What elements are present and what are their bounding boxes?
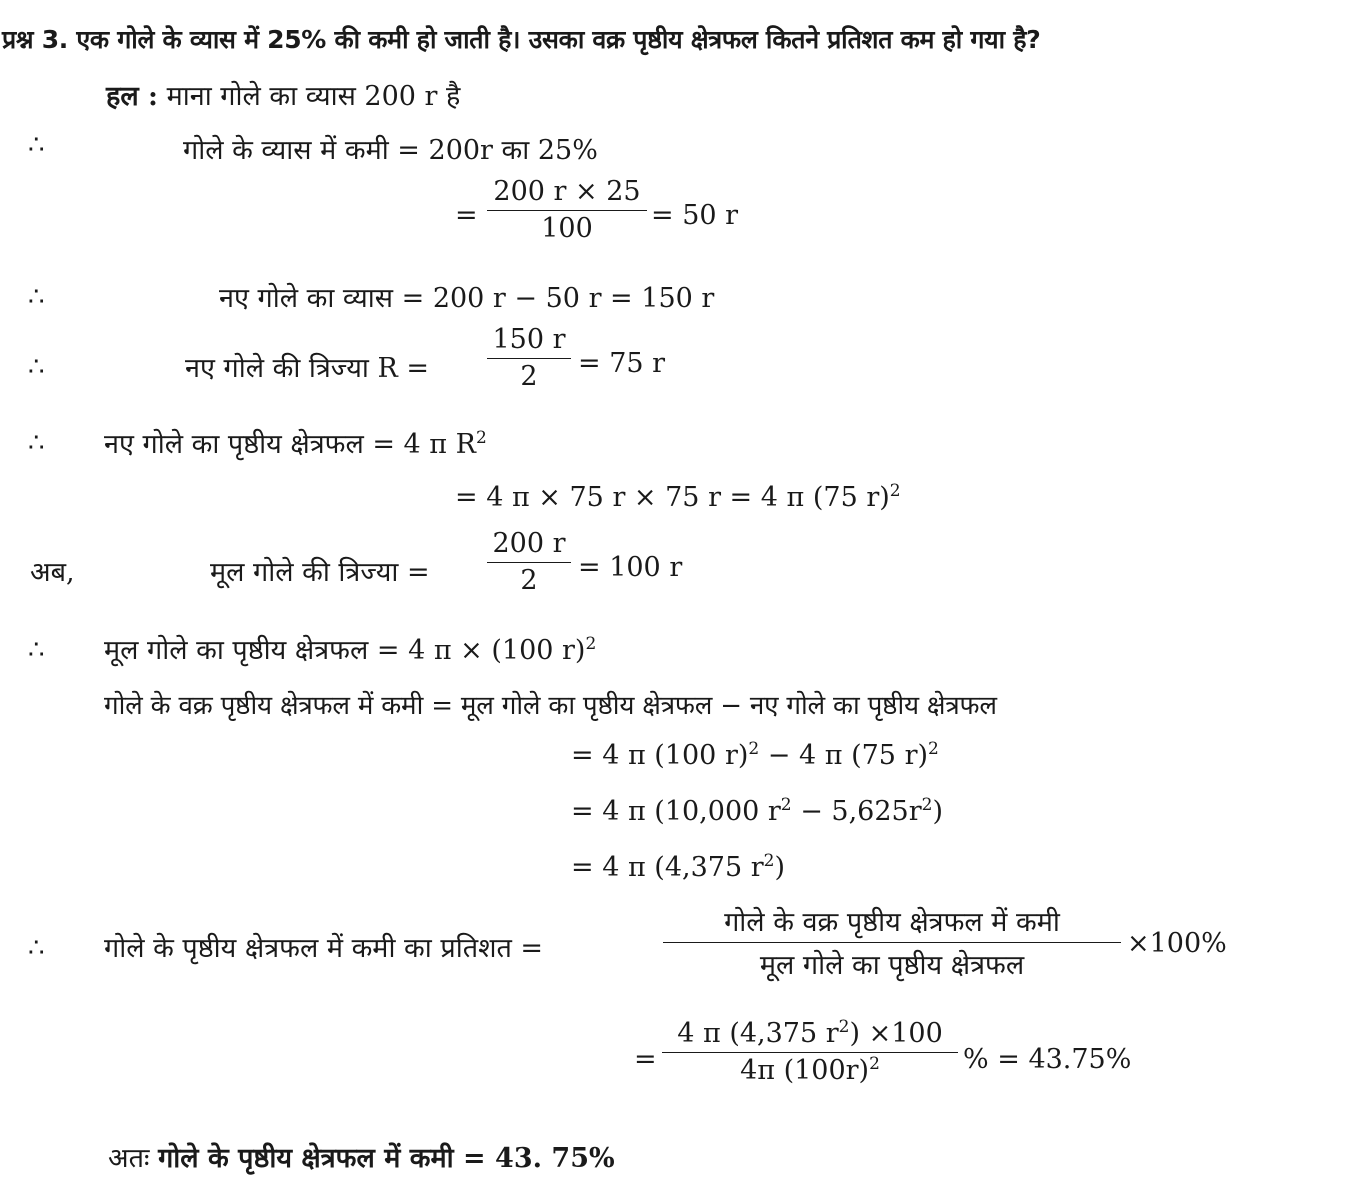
fraction-numerator: 200 r — [492, 528, 566, 559]
fraction-numerator: गोले के वक्र पृष्ठीय क्षेत्रफल में कमी — [724, 907, 1060, 938]
original-radius-label: मूल गोले की त्रिज्या = — [210, 557, 430, 588]
fraction-denominator: 100 — [541, 213, 593, 244]
fraction-original-radius — [487, 528, 571, 596]
fraction-new-radius — [487, 324, 571, 392]
fraction-bar — [662, 1052, 958, 1053]
therefore-symbol: ∴ — [28, 635, 45, 665]
curved-area-decrease-line: गोले के वक्र पृष्ठीय क्षेत्रफल में कमी = मूल गोले का पृष्ठीय क्षेत्रफल − नए गोले का पृष्ठीय क्षेत्रफल — [104, 691, 997, 721]
fraction-bar — [487, 562, 571, 563]
new-surface-area-line: नए गोले का पृष्ठीय क्षेत्रफल = 4 π $R^2$ — [104, 428, 487, 460]
ata-word: अतः — [108, 1143, 150, 1174]
original-surface-area-line: मूल गोले का पृष्ठीय क्षेत्रफल = 4 π × (100 r)$^2$ — [104, 634, 597, 666]
solution-label: हल : — [106, 81, 159, 112]
new-radius-label: नए गोले की त्रिज्या R = — [185, 353, 430, 384]
fraction-denominator: 2 — [520, 361, 538, 392]
question-text: प्रश्न 3. एक गोले के व्यास में 25% की कमी हो जाती है। उसका वक्र पृष्ठीय क्षेत्रफल कितने प्रतिशत कम हो गया है? — [2, 25, 1041, 54]
solution-line-1 — [106, 76, 460, 113]
conclusion-line — [108, 1138, 615, 1175]
therefore-symbol: ∴ — [28, 130, 45, 160]
area-difference-step-1: = 4 π (100 r)$^2$ − 4 π (75 r)$^2$ — [571, 739, 939, 771]
fraction-numerator: 4 π (4,375 $r^2) \times 100$ — [677, 1017, 943, 1049]
conclusion-text: गोले के पृष्ठीय क्षेत्रफल में कमी = 43. 75% — [158, 1143, 615, 1174]
fraction-percent-computation — [662, 1018, 958, 1086]
equals-sign: = — [634, 1044, 657, 1075]
diameter-decrease-line: गोले के व्यास में कमी = 200r का 25% — [183, 135, 598, 166]
fraction-diameter-decrease — [487, 176, 647, 244]
new-surface-area-expanded: = 4 π × 75 r × 75 r = 4 π (75 r)$^2$ — [455, 481, 901, 513]
equals-sign: = — [455, 200, 478, 231]
fraction-denominator: 4π $(100r)^2$ — [740, 1054, 880, 1086]
fraction-bar — [487, 358, 571, 359]
new-radius-result: = 75 r — [578, 348, 666, 379]
percent-decrease-label: गोले के पृष्ठीय क्षेत्रफल में कमी का प्रतिशत = — [104, 933, 544, 964]
fraction-numerator: 150 r — [492, 324, 566, 355]
ab-word: अब, — [30, 557, 75, 588]
area-difference-step-2: = 4 π (10,000 $r^2 - 5,625r^2$) — [571, 795, 943, 827]
therefore-symbol: ∴ — [28, 352, 45, 382]
fraction-denominator: मूल गोले का पृष्ठीय क्षेत्रफल — [759, 950, 1025, 981]
new-diameter-line: नए गोले का व्यास = 200 r − 50 r = 150 r — [219, 283, 715, 314]
percent-result: % = 43.75% — [963, 1044, 1132, 1075]
assumption-text: माना गोले का व्यास 200 r है — [166, 81, 461, 112]
area-difference-step-3: = 4 π (4,375 $r^2$) — [571, 851, 785, 883]
fraction-denominator: 2 — [520, 565, 538, 596]
therefore-symbol: ∴ — [28, 428, 45, 458]
original-radius-result: = 100 r — [578, 552, 683, 583]
fraction-bar — [663, 942, 1121, 943]
therefore-symbol: ∴ — [28, 282, 45, 312]
therefore-symbol: ∴ — [28, 933, 45, 963]
fraction-result: = 50 r — [651, 200, 739, 231]
fraction-percent-decrease — [663, 902, 1121, 982]
fraction-numerator: 200 r × 25 — [493, 176, 641, 207]
fraction-bar — [487, 210, 647, 211]
percent-multiplier: ×100% — [1127, 928, 1227, 959]
